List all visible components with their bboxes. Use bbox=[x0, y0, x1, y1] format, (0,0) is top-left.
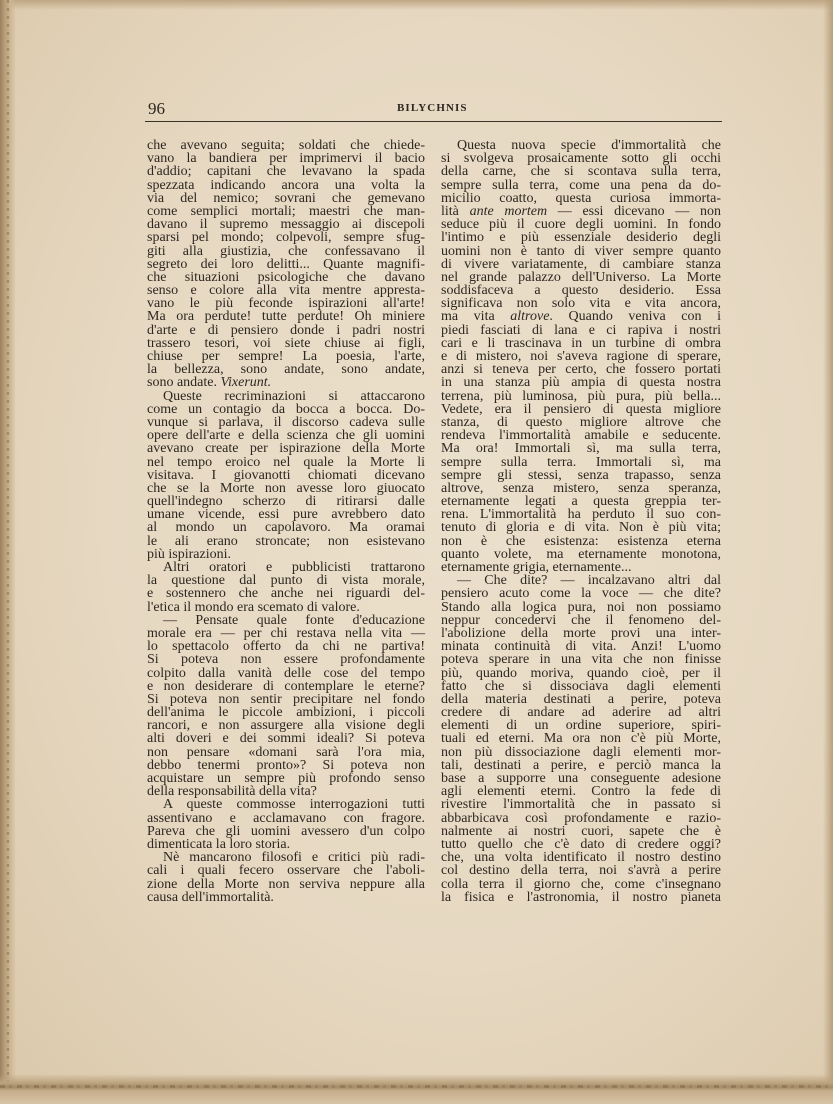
text-line: cari e li trascinava in un turbine di ombra bbox=[441, 335, 721, 351]
text-line: Si poteva non essere profondamente bbox=[147, 652, 425, 668]
text-line: A queste commosse interrogazioni tutti bbox=[163, 797, 425, 813]
text-line: trassero tesori, voi siete chiuse ai figli, bbox=[147, 335, 425, 351]
paragraph bbox=[441, 139, 721, 574]
binding-edge bbox=[0, 0, 16, 1104]
text-line: rena. L'immortalità ha perduto il suo con- bbox=[441, 507, 721, 523]
text-line: senso e colore alla vita mentre appresta- bbox=[147, 283, 425, 299]
text-line: base a supporre una conseguente adesione bbox=[441, 771, 721, 786]
header-rule bbox=[145, 121, 722, 122]
text-line: vano la bandiera per imprimervi il bacio bbox=[147, 151, 425, 167]
text-line: colpito dalla vanità delle cose del tempo bbox=[147, 665, 425, 681]
text-line: stanza, di questo migliore altrove che bbox=[441, 414, 721, 430]
text-run: sono andate. bbox=[147, 375, 221, 391]
text-line: dimenticata la loro storia. bbox=[147, 836, 291, 852]
text-line: rivestire l'immortalità che in passato si bbox=[441, 797, 721, 813]
text-line: eternamente grigia, eternamente... bbox=[441, 560, 632, 575]
italic-text: ante mortem bbox=[469, 203, 548, 219]
text-line: Pareva che gli uomini avessero d'un colpo bbox=[147, 823, 425, 839]
text-line: — Pensate quale fonte d'educazione bbox=[163, 612, 425, 628]
text-line: opere dell'arte e della scienza che gli uomini bbox=[147, 428, 425, 444]
text-line: seduce più il cuore degli uomini. In fondo bbox=[441, 217, 721, 233]
paper-edge-right bbox=[823, 0, 833, 1104]
text-line: della responsabilità della vita? bbox=[147, 784, 317, 800]
text-line: nalmente ai nostri cuori, sapete che è bbox=[441, 823, 721, 839]
text-line: tutto quello che c'è dato di credere oggi? bbox=[441, 836, 721, 852]
text-line: lo spettacolo offerto da chi ne partiva! bbox=[147, 639, 425, 655]
text-line: la questione dal punto di vista morale, bbox=[147, 573, 425, 589]
text-line: vunque si parlava, il discorso cadeva sulle bbox=[147, 414, 425, 430]
text-line: avevano create per ispirazione della Morte bbox=[147, 441, 425, 457]
text-line: pensiero acuto come la voce — che dite? bbox=[441, 586, 721, 602]
paragraph bbox=[147, 561, 425, 614]
text-line: poteva sperare in una vita che non finisse bbox=[441, 652, 721, 668]
text-line: credere di andare ad aderire ad altri bbox=[441, 705, 721, 721]
text-line: e non desiderare di contemplare le eterne? bbox=[147, 678, 425, 694]
text-line: col destino della terra, noi s'avrà a perire bbox=[441, 863, 721, 879]
text-line: Queste recriminazioni si attaccarono bbox=[163, 388, 425, 404]
text-line: in una stanza più ampia di questa nostra bbox=[441, 375, 721, 391]
text-line: quell'indegno scherzo di ritirarsi dalle bbox=[147, 494, 425, 510]
page-number: 96 bbox=[148, 99, 165, 118]
text-line: Si poteva non sentir precipitare nel fondo bbox=[147, 691, 425, 707]
text-line: eternamente legati a questa greppia ter- bbox=[441, 494, 721, 510]
text-line: come semplici mortali; maestri che man- bbox=[147, 203, 425, 219]
text-line: altrove, senza mistero, senza speranza, bbox=[441, 480, 721, 496]
text-line: elementi di un ordine superiore, spiri- bbox=[441, 718, 721, 734]
text-line: significava non solo vita e vita ancora, bbox=[441, 296, 721, 312]
right-text-column bbox=[441, 139, 721, 904]
text-line: Stando alla logica pura, noi non possiamo bbox=[441, 599, 721, 615]
text-line: l'intimo e più essenziale desiderio degli bbox=[441, 230, 721, 246]
text-line: debbo tenermi pronto»? Si poteva non bbox=[147, 757, 425, 773]
text-line: della materia destinati a perire, poteva bbox=[441, 691, 721, 707]
paper-edge-bottom bbox=[0, 1074, 833, 1104]
text-line: Questa nuova specie d'immortalità che bbox=[457, 138, 721, 153]
text-line: piedi fasciati di lana e ci rapiva i nostri bbox=[441, 322, 721, 338]
text-line: umane vicende, essi pure avrebbero dato bbox=[147, 507, 425, 523]
text-line: dell'anima le piccole ambizioni, i piccoli bbox=[147, 705, 425, 721]
text-line: si svolgeva prosaicamente sotto gli occhi bbox=[441, 151, 721, 167]
text-line: vano le più feconde ispirazioni all'arte! bbox=[147, 296, 425, 312]
text-line: la bellezza, sono andate, sono andate, bbox=[147, 362, 425, 378]
text-line: — Che dite? — incalzavano altri dal bbox=[457, 573, 721, 589]
text-line: che, una volta identificato il nostro destino bbox=[441, 850, 721, 866]
text-line: Ma ora! Immortali sì, ma sulla terra, bbox=[441, 441, 721, 457]
text-line: rendeva l'immortalità amabile e seducente. bbox=[441, 428, 721, 444]
text-line: fatto che si dissociava dagli elementi bbox=[441, 678, 721, 694]
text-line: di vivere variatamente, di cambiare stanza bbox=[441, 256, 721, 272]
text-run: lità bbox=[441, 203, 470, 219]
paragraph bbox=[441, 574, 721, 904]
paragraph bbox=[147, 798, 425, 851]
text-line: più ispirazioni. bbox=[147, 546, 231, 562]
text-line: non più dissociazione dagli elementi mor- bbox=[441, 744, 721, 760]
text-line: e sostennero che anche nei riguardi del- bbox=[147, 586, 425, 602]
text-line: terrena, più luminosa, più pura, più bella... bbox=[441, 388, 721, 404]
text-line: alti doveri e dei sommi ideali? Si poteva bbox=[147, 731, 425, 747]
text-line bbox=[441, 310, 721, 323]
text-line: non pensare «domani sarà l'ora mia, bbox=[147, 744, 425, 760]
text-line: visitava. I giovanotti chiomati dicevano bbox=[147, 467, 425, 483]
text-line: soddisfaceva a questo desiderio. Essa bbox=[441, 283, 721, 299]
text-run: — essi dicevano — non bbox=[547, 203, 721, 219]
text-line: nel tempo eroico nel quale la Morte li bbox=[147, 454, 425, 470]
text-line: più, quando moriva, quando cioè, per il bbox=[441, 665, 721, 681]
running-title: BILYCHNIS bbox=[397, 102, 468, 114]
text-line: chiuse per sempre! La poesia, l'arte, bbox=[147, 349, 425, 364]
text-line: Vedete, era il pensiero di questa migliore bbox=[441, 401, 721, 417]
text-line: che se la Morte non avesse loro giuocato bbox=[147, 480, 425, 496]
text-line: nel grande palazzo dell'Universo. La Morte bbox=[441, 269, 721, 285]
text-line: colla terra il giorno che, come c'insegnano bbox=[441, 876, 721, 892]
text-line: sparsi pel mondo; colpevoli, sempre sfug- bbox=[147, 230, 425, 246]
text-line: della carne, che si scontava sulla terra, bbox=[441, 164, 721, 180]
left-text-column bbox=[147, 139, 425, 904]
text-line: d'addio; capitani che levavano la spada bbox=[147, 164, 425, 180]
text-line: morale era — per chi restava nella vita — bbox=[147, 625, 425, 641]
paragraph bbox=[147, 851, 425, 904]
paper-edge-top bbox=[0, 0, 833, 10]
text-line: d'arte e di pensiero donde i padri nostri bbox=[147, 322, 425, 338]
text-run: ma vita bbox=[441, 309, 511, 325]
text-line: tenuto di gloria e di vita. Non è più vita; bbox=[441, 520, 721, 536]
text-line: tali, destinati a perire, e perciò manca la bbox=[441, 757, 721, 773]
paragraph bbox=[147, 139, 425, 390]
text-line: giti alla giustizia, che confessavano il bbox=[147, 243, 425, 259]
text-line: sempre sulla terra. Immortali sì, ma bbox=[441, 454, 721, 470]
text-line: acquistare un sempre più profondo senso bbox=[147, 771, 425, 786]
paragraph bbox=[147, 390, 425, 561]
text-line: tuali ed eterni. Ma ora non c'è più Morte, bbox=[441, 731, 721, 747]
text-line bbox=[147, 376, 425, 389]
text-line: micilio coatto, questa curiosa immorta- bbox=[441, 190, 721, 206]
text-line: Nè mancarono filosofi e critici più radi- bbox=[163, 850, 425, 866]
text-line: agli elementi eterni. Contro la fede di bbox=[441, 784, 721, 800]
text-line: e di mistero, noi s'aveva ragione di sperare, bbox=[441, 349, 721, 364]
text-line: minata continuità di vita. Anzi! L'uomo bbox=[441, 639, 721, 655]
text-line: spezzata indicando ancora una volta la bbox=[147, 177, 425, 193]
text-line: causa dell'immortalità. bbox=[147, 889, 274, 905]
text-line: Ma ora perdute! tutte perdute! Oh miniere bbox=[147, 309, 425, 325]
text-run: . Quando veniva con i bbox=[549, 309, 721, 325]
text-line: anzi si teneva per certo, che fossero portati bbox=[441, 362, 721, 378]
text-line: sempre sulla terra, come una pena da do- bbox=[441, 177, 721, 193]
text-line: davano il supremo messaggio ai discepoli bbox=[147, 217, 425, 233]
text-line: la fisica e l'astronomia, il nostro pianeta bbox=[441, 889, 721, 905]
text-line: come un contagio da bocca a bocca. Do- bbox=[147, 401, 425, 417]
text-line: che situazioni psicologiche che davano bbox=[147, 269, 425, 285]
text-line: segreto dei loro delitti... Quante magnifi- bbox=[147, 256, 425, 272]
text-line: cali i quali fecero osservare che l'aboli- bbox=[147, 863, 425, 879]
text-line: Altri oratori e pubblicisti trattarono bbox=[163, 560, 425, 575]
text-line: al mondo un capolavoro. Ma oramai bbox=[147, 520, 425, 536]
text-line: non è che esistenza: esistenza eterna bbox=[441, 533, 721, 549]
paragraph bbox=[147, 614, 425, 799]
text-line: rancori, e non assurgere alla visione degli bbox=[147, 718, 425, 734]
text-line: sempre gli stessi, senza trapasso, senza bbox=[441, 467, 721, 483]
italic-text: Vixerunt. bbox=[220, 375, 272, 391]
text-line: che avevano seguita; soldati che chiede- bbox=[147, 138, 425, 153]
italic-text: altrove bbox=[510, 309, 550, 325]
text-line: assentivano e acclamavano con fragore. bbox=[147, 810, 425, 826]
text-line: uomini non è tanto di viver sempre quanto bbox=[441, 243, 721, 259]
text-line: l'abolizione della morte provi una inter- bbox=[441, 625, 721, 641]
text-line: via del nemico; sovrani che gemevano bbox=[147, 190, 425, 206]
text-line: abbarbicava così profondamente e razio- bbox=[441, 810, 721, 826]
text-line: quanto volete, ma eternamente monotona, bbox=[441, 546, 721, 562]
text-line: neppur concedervi che il fenomeno del- bbox=[441, 612, 721, 628]
text-line: zione della Morte non serviva neppure alla bbox=[147, 876, 425, 892]
text-line: l'etica il mondo era scemato di valore. bbox=[147, 599, 360, 615]
text-line: le ali erano stroncate; non esistevano bbox=[147, 533, 425, 549]
